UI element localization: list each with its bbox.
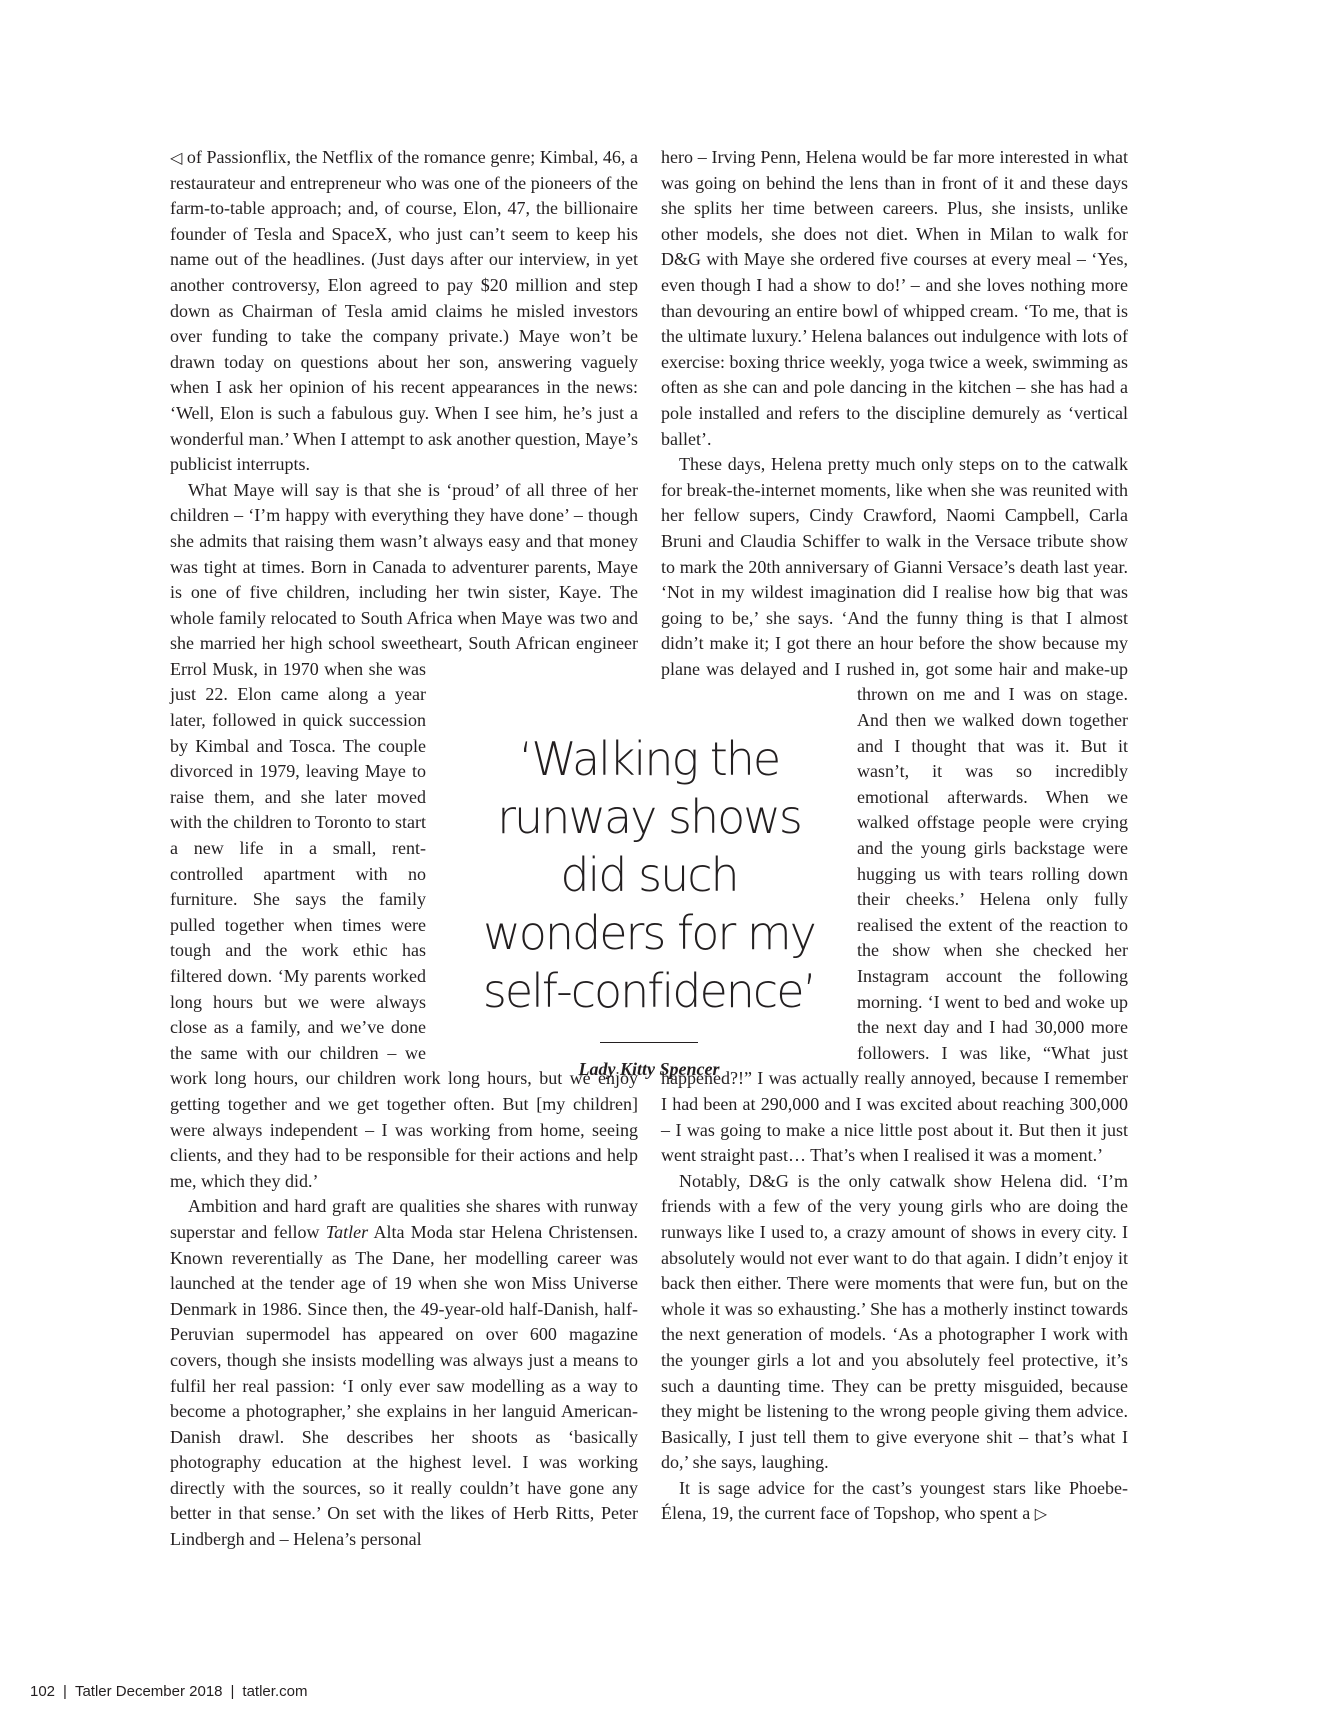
footer-separator: |	[230, 1683, 235, 1700]
publication-issue: Tatler December 2018	[74, 1683, 223, 1700]
paragraph-text: These days, Helena pretty much only steps on to the catwalk for break-the-internet moments, like when she was reunited with her fellow supers, Cindy Crawford, Naomi Campbell, Carla Bruni and Claudia Schiffer to walk in the Versace tribute show to mark the 20th anniversary of Gianni Versace’s death last year. ‘Not in my wildest imagination did I realise how big that was going to be,’ she says. ‘And the funny thing is that I almost didn’t make it; I got there an hour before the show because my plane was delayed and I rushed in, got some hair and make-up thrown on me and I was on stage. And then we walked down together and I thought that was it. But it wasn’t, it was so incredibly emotional afterwards. When we walked offstage people were crying and the young girls backstage were hugging us with tears rolling down their cheeks.’ Helena only fully realised the extent of the reaction to the show when she checked her Instagram account the following morning. ‘I went to bed and woke up the next day and I had 30,000 more followers. I was like, “What just happened?!” I was actually really annoyed, because I remember I had been at 290,000 and I was excited about reaching 300,000 – I was going to make a nice little post about it. But then it just went straight past… That’s when I realised it was a moment.’	[661, 454, 1128, 1166]
page-footer	[30, 1683, 307, 1700]
pull-quote-text: ‘Walking the runway shows did such wonders for my self-confidence’	[482, 732, 816, 1018]
pull-quote-attribution: Lady Kitty Spencer	[578, 1059, 720, 1079]
page-number: 102	[30, 1683, 56, 1700]
website: tatler.com	[242, 1683, 308, 1700]
paragraph-text: It is sage advice for the cast’s youngest stars like Phoebe-Élena, 19, the current face of Topshop, who spent a	[661, 1477, 1128, 1524]
continues-icon: ▷	[1034, 1504, 1048, 1524]
footer-separator: |	[63, 1683, 67, 1700]
article-paragraph: hero – Irving Penn, Helena would be far more interested in what was going on behind the lens than in front of it and these days she splits her time between careers. Plus, she insists, unlike other models, she does not diet. When in Milan to walk for D&G with Maye she ordered five courses at every meal – ‘Yes, even though I had a show to do!’ – and she loves nothing more than devouring an entire bowl of whipped cream. ‘To me, that is the ultimate luxury.’ Helena balances out indulgence with lots of exercise: boxing thrice weekly, yoga twice a week, swimming as often as she can and pole dancing in the kitchen – she has had a pole installed and refers to the discipline demurely as ‘vertical ballet’.	[661, 147, 1128, 449]
paragraph-text: of Passionflix, the Netflix of the romance genre; Kimbal, 46, a restaurateur and entrepreneur who was one of the pioneers of the farm-to-table approach; and, of course, Elon, 47, the billionaire founder of Tesla and SpaceX, who just can’t seem to keep his name out of the headlines. (Just days after our interview, in yet another controversy, Elon agreed to pay $20 million and step down as Chairman of Tesla amid claims he misled investors over funding to take the company private.) Maye won’t be drawn today on questions about her son, answering vaguely when I ask her opinion of his recent appearances in the news: ‘Well, Elon is such a fabulous guy. When I see him, he’s just a wonderful man.’ When I attempt to ask another question, Maye’s publicist interrupts.	[170, 147, 638, 475]
article-paragraph	[661, 1476, 1128, 1527]
pull-quote	[468, 730, 830, 1080]
article-paragraph	[170, 1194, 638, 1552]
continued-from-icon: ◁	[170, 148, 183, 167]
paragraph-text: Alta Moda star Helena Christensen. Known reverentially as The Dane, her modelling career was launched at the tender age of 19 when she won Miss Universe Denmark in 1986. Since then, the 49-year-old half-Danish, half-Peruvian supermodel has appeared on over 600 magazine covers, though she insists modelling was always just a means to fulfil her real passion: ‘I only ever saw modelling as a way to become a photographer,’ she explains in her languid American-Danish drawl. She describes her shoots as ‘basically photography education at the highest level. I was working directly with the sources, so it really couldn’t have gone any better in that sense.’ On set with the likes of Herb Ritts, Peter Lindbergh and – Helena’s personal	[170, 1221, 638, 1550]
pull-quote-divider	[600, 1042, 698, 1043]
article-paragraph: Notably, D&G is the only catwalk show Helena did. ‘I’m friends with a few of the very young girls who are doing the runways like I used to, a crazy amount of shows in every city. I absolutely would not ever want to do that again. I didn’t enjoy it back then either. There were moments that were fun, but on the whole it was so exhausting.’ She has a motherly instinct towards the next generation of models. ‘As a photographer I work with the younger girls a lot and you absolutely feel protective, it’s such a daunting time. They can be pretty misguided, because they might be listening to the wrong people giving them advice. Basically, I just tell them to give everyone shit – that’s what I do,’ she says, laughing.	[661, 1170, 1128, 1473]
paragraph-text: Ambition and hard graft are qualities she shares with runway superstar and fellow	[170, 1196, 638, 1242]
magazine-name: Tatler	[325, 1221, 369, 1242]
article-paragraph: What Maye will say is that she is ‘proud’ of all three of her children – ‘I’m happy with everything they have done’ – though she admits that raising them wasn’t always easy and that money was tight at times. Born in Canada to adventurer parents, Maye is one of five children, including her twin sister, Kaye. The whole family relocated to South Africa when Maye was two and she married her high school sweetheart, South African engineer Errol Musk, in 1970 when she was just 22. Elon came along a year later, followed in quick succession by Kimbal and Tosca. The couple divorced in 1979, leaving Maye to raise them, and she later moved with the children to Toronto to start a new life in a small, rent-controlled apartment with no furniture. She says the family pulled together when times were tough and the work ethic has filtered down. ‘My parents worked long hours but we were always close as a family, and we’ve done the same with our children – we work long hours, our children work long hours, but we enjoy getting together and we get together often. But [my children] were always independent – I was working from home, seeing clients, and they had to be responsible for their actions and help me, which they did.’	[170, 479, 638, 1191]
article-paragraph	[170, 145, 638, 478]
